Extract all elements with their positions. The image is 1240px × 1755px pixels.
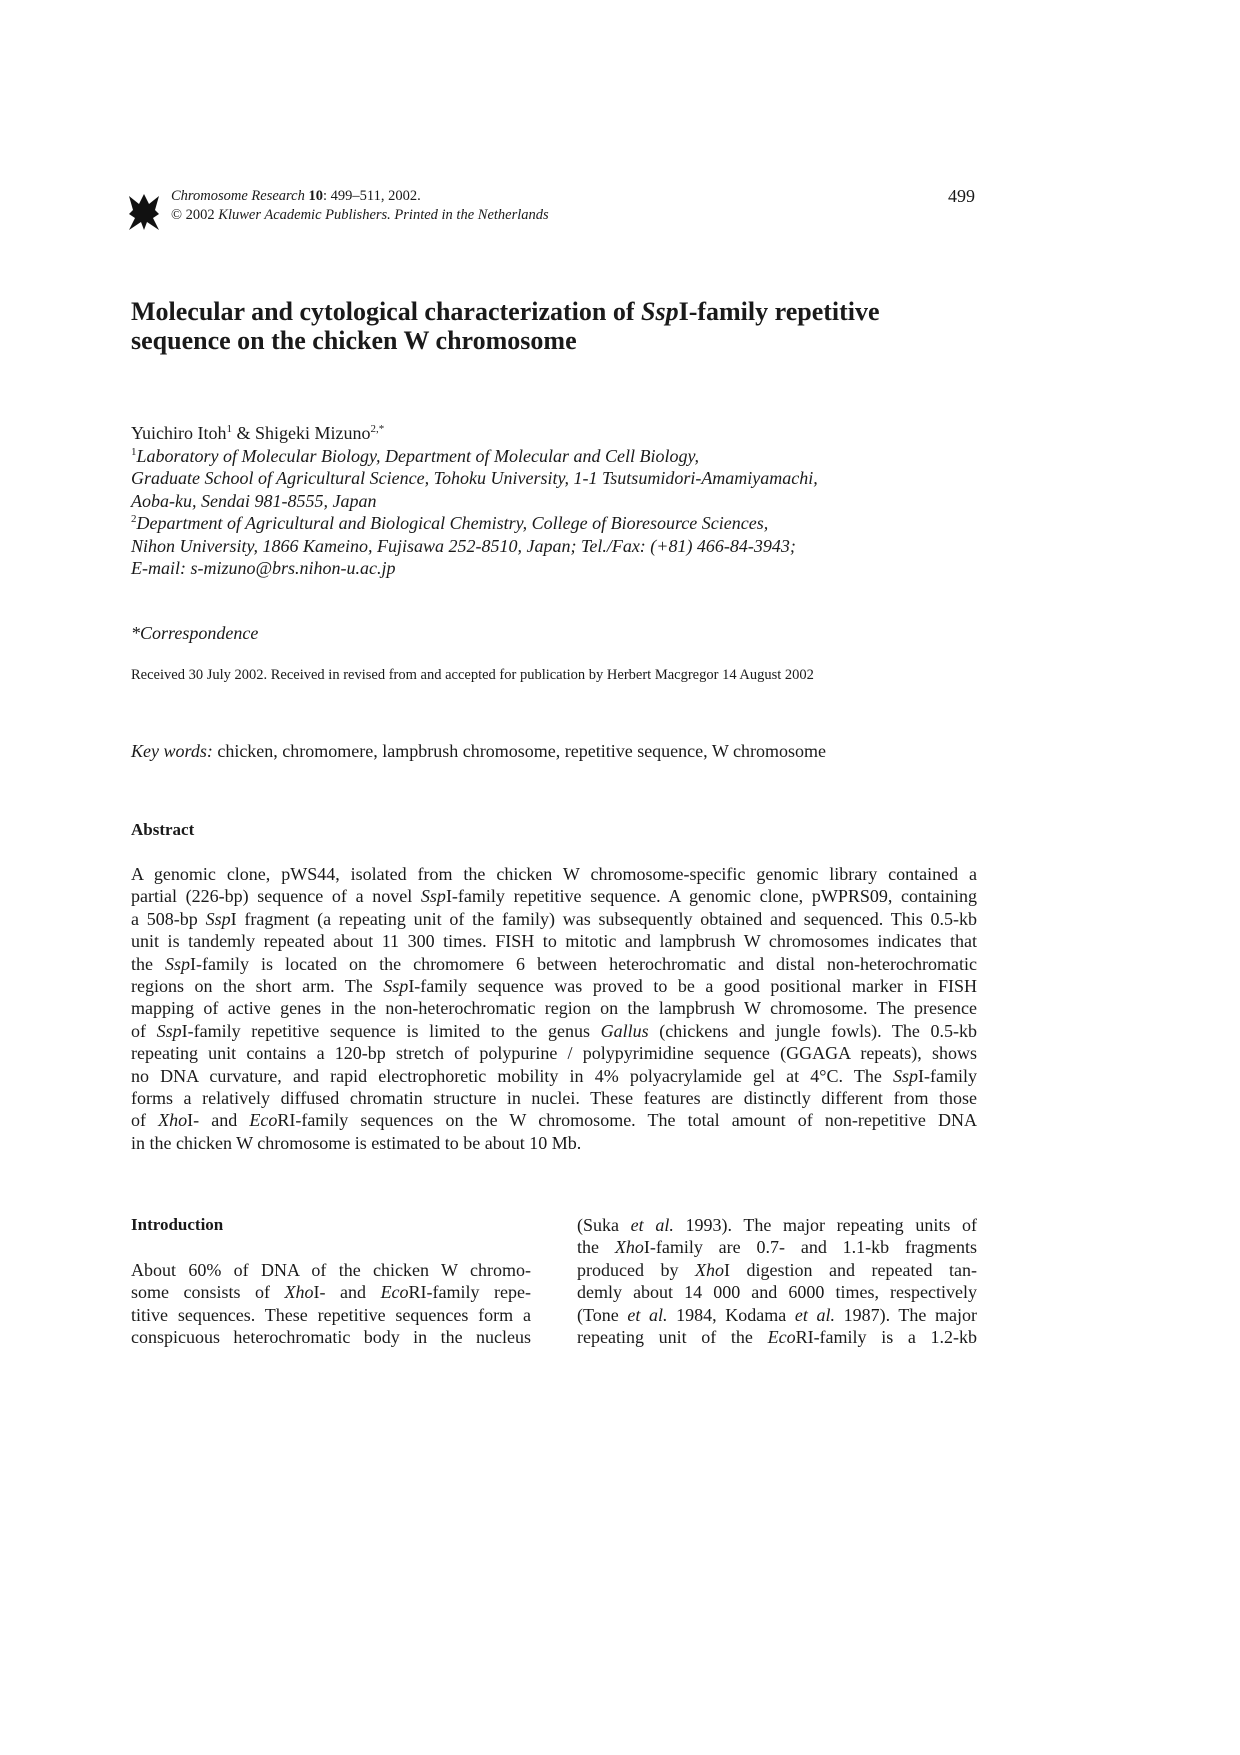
- correspondence-note: *Correspondence: [131, 623, 259, 643]
- text-line: of XhoI- and EcoRI-family sequences on the W chromosome. The total amount of non-repetitive DNA: [131, 1110, 977, 1131]
- text-line: Nihon University, 1866 Kameino, Fujisawa 252-8510, Japan; Tel./Fax: (+81) 466-84-3943;: [131, 535, 796, 556]
- text-line: About 60% of DNA of the chicken W chromo-: [131, 1260, 531, 1280]
- text-line: (Suka et al. 1993). The major repeating units of: [577, 1215, 977, 1235]
- text-line: repeating unit of the EcoRI-family is a 1.2-kb: [577, 1327, 977, 1347]
- text-line: no DNA curvature, and rapid electrophoretic mobility in 4% polyacrylamide gel at 4°C. The SspI-family: [131, 1065, 977, 1086]
- text-line: $^2$Department of Agricultural and Biological Chemistry, College of Bioresource Sciences,: [131, 513, 769, 534]
- page-number: 499: [948, 186, 975, 206]
- text-line: the SspI-family is located on the chromomere 6 between heterochromatic and distal non-heterochromatic: [131, 953, 977, 974]
- title-line-2: sequence on the chicken W chromosome: [131, 326, 577, 355]
- text-line: in the chicken W chromosome is estimated to be about 10 Mb.: [131, 1132, 582, 1153]
- received-dates: Received 30 July 2002. Received in revised from and accepted for publication by Herbert Macgregor 14 August 2002: [131, 667, 814, 683]
- text-line: of SspI-family repetitive sequence is limited to the genus Gallus (chickens and jungle fowls). The 0.5-kb: [131, 1020, 978, 1041]
- copyright-line: © 2002 Kluwer Academic Publishers. Printed in the Netherlands: [171, 207, 549, 223]
- text-line: repeating unit contains a 120-bp stretch of polypurine / polypyrimidine sequence (GGAGA repeats), shows: [131, 1043, 977, 1064]
- text-line: produced by XhoI digestion and repeated tan-: [577, 1259, 977, 1280]
- text-line: partial (226-bp) sequence of a novel SspI-family repetitive sequence. A genomic clone, pWPRS09, containing: [131, 886, 977, 907]
- title-line-1: Molecular and cytological characterization of SspI-family repetitive: [131, 297, 880, 326]
- introduction-heading: Introduction: [131, 1215, 224, 1234]
- text-line: Aoba-ku, Sendai 981-8555, Japan: [131, 490, 377, 511]
- text-line: A genomic clone, pWS44, isolated from the chicken W chromosome-specific genomic library contained a: [131, 864, 977, 884]
- text-line: a 508-bp SspI fragment (a repeating unit of the family) was subsequently obtained and sequenced. This 0.5-kb: [131, 908, 978, 929]
- abstract-heading: Abstract: [131, 820, 195, 839]
- text-line: regions on the short arm. The SspI-family sequence was proved to be a good positional marker in FISH: [131, 976, 977, 996]
- authors: Yuichiro Itoh$^1$ & Shigeki Mizuno$^{2,*}$: [131, 423, 385, 443]
- text-line: titive sequences. These repetitive sequences form a: [131, 1304, 531, 1325]
- text-line: conspicuous heterochromatic body in the nucleus: [131, 1327, 531, 1348]
- text-line: unit is tandemly repeated about 11 300 times. FISH to mitotic and lampbrush W chromosomes indicates that: [131, 931, 977, 952]
- text-line: forms a relatively diffused chromatin structure in nuclei. These features are distinctly different from those: [131, 1088, 977, 1108]
- text-line: the XhoI-family are 0.7- and 1.1-kb fragments: [577, 1237, 977, 1258]
- publisher-logo-icon: [127, 192, 161, 232]
- text-line: Graduate School of Agricultural Science, Tohoku University, 1-1 Tsutsumidori-Amamiyamachi,: [131, 468, 818, 489]
- text-line: some consists of XhoI- and EcoRI-family repe-: [131, 1282, 532, 1303]
- text-line: demly about 14 000 and 6000 times, respectively: [577, 1282, 977, 1303]
- text-line: E-mail: s-mizuno@brs.nihon-u.ac.jp: [131, 558, 396, 578]
- text-line: $^1$Laboratory of Molecular Biology, Department of Molecular and Cell Biology,: [131, 446, 699, 466]
- keywords: Key words: chicken, chromomere, lampbrush chromosome, repetitive sequence, W chromosome: [131, 741, 826, 761]
- text-line: mapping of active genes in the non-heterochromatic region on the lampbrush W chromosome. The presence: [131, 998, 977, 1019]
- text-line: (Tone et al. 1984, Kodama et al. 1987). The major: [577, 1304, 977, 1325]
- journal-citation: Chromosome Research 10: 499–511, 2002.: [171, 188, 421, 204]
